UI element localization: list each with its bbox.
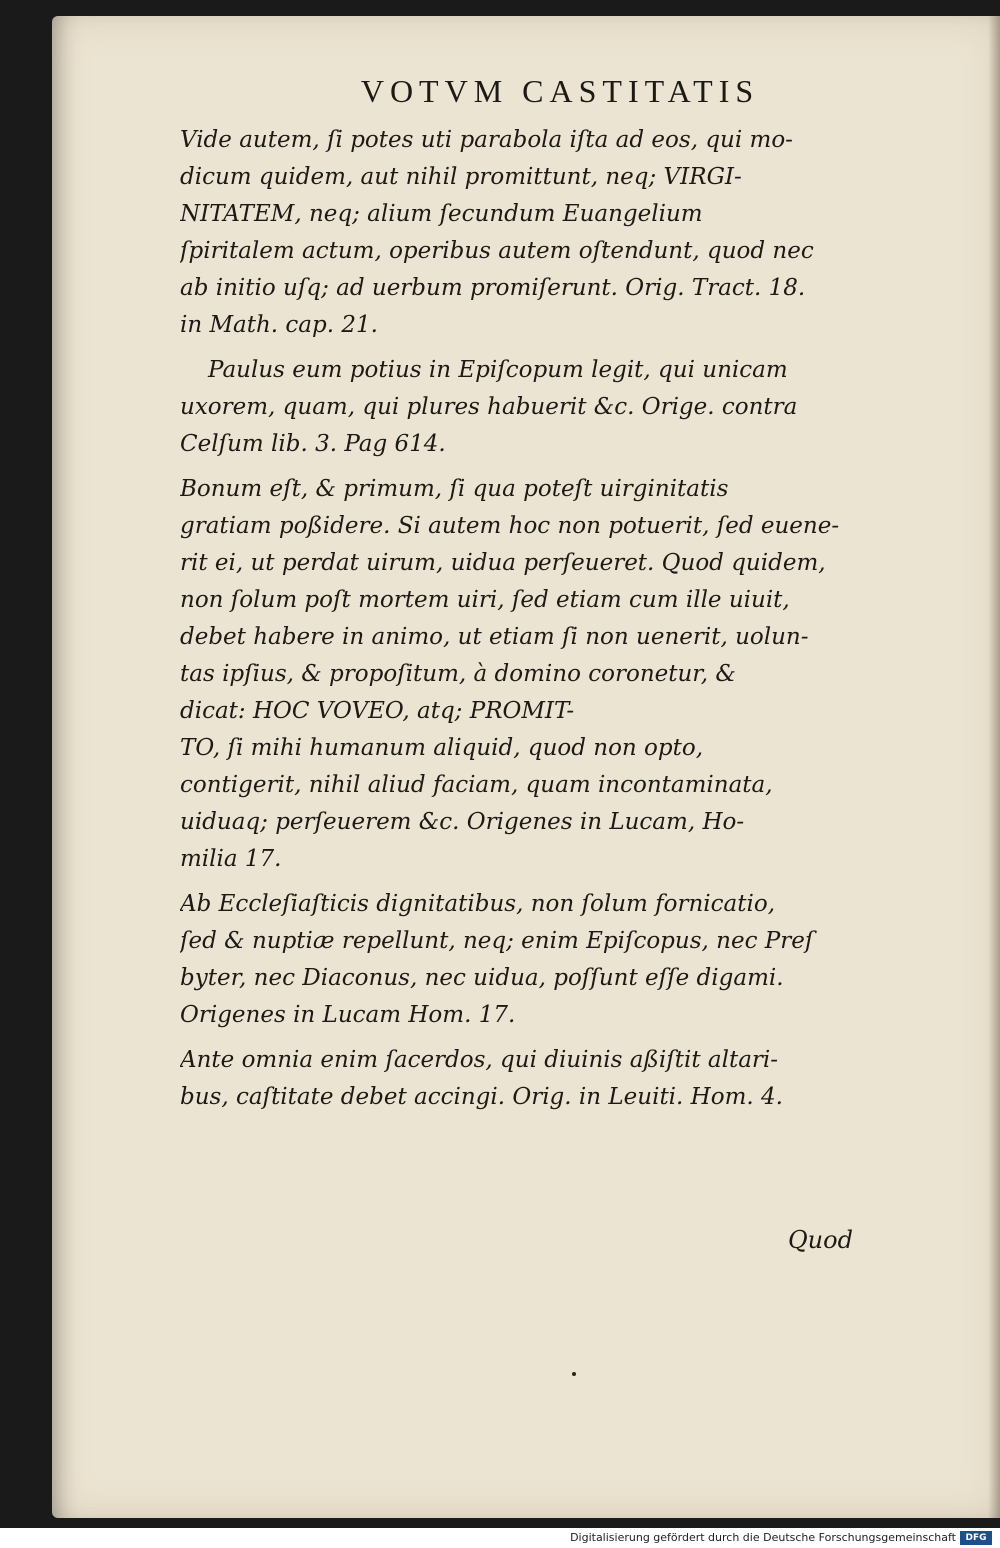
text-line: Paulus eum potius in Epiſcopum legit, qui unicam (208, 357, 788, 383)
text-line: milia 17. (180, 846, 282, 872)
paragraph-2 (180, 352, 880, 463)
text-line: tas ipſius, & propoſitum, à domino coronetur, & (180, 661, 736, 687)
text-line: dicat: HOC VOVEO, atq; PROMIT- (180, 698, 575, 724)
paragraph-4 (180, 886, 880, 1034)
text-line: byter, nec Diaconus, nec uidua, poſſunt eſſe digami. (180, 965, 784, 991)
text-line: Vide autem, ſi potes uti parabola iſta ad eos, qui mo- (180, 127, 793, 153)
text-line: gratiam poßidere. Si autem hoc non potuerit, ſed euene- (180, 513, 840, 539)
page-edge-shadow (988, 16, 1000, 1518)
page-text-block (180, 70, 880, 1124)
text-line: in Math. cap. 21. (180, 312, 378, 338)
text-line: Ab Eccleſiaſticis dignitatibus, non ſolum fornicatio, (180, 891, 776, 917)
funding-credit: Digitalisierung gefördert durch die Deutsche Forschungsgemeinschaft (570, 1531, 956, 1544)
text-line: debet habere in animo, ut etiam ſi non uenerit, uolun- (180, 624, 809, 650)
text-line: Bonum eſt, & primum, ſi qua poteſt uirginitatis (180, 476, 729, 502)
text-line: bus, caſtitate debet accingi. Orig. in Leuiti. Hom. 4. (180, 1084, 783, 1110)
dfg-logo: DFG (960, 1531, 992, 1545)
text-line: ab initio uſq; ad uerbum promiſerunt. Orig. Tract. 18. (180, 275, 806, 301)
text-line: uxorem, quam, qui plures habuerit &c. Orige. contra (180, 394, 798, 420)
footer-bar (0, 1528, 1000, 1548)
text-line: Ante omnia enim ſacerdos, qui diuinis aßiſtit altari- (180, 1047, 779, 1073)
text-line: contigerit, nihil aliud faciam, quam incontaminata, (180, 772, 773, 798)
text-line: rit ei, ut perdat uirum, uidua perſeueret. Quod quidem, (180, 550, 826, 576)
text-line: non ſolum poſt mortem uiri, ſed etiam cum ille uiuit, (180, 587, 790, 613)
catchword: Quod (788, 1226, 853, 1254)
paragraph-1 (180, 122, 880, 344)
text-line: TO, ſi mihi humanum aliquid, quod non opto, (180, 735, 704, 761)
paragraph-5 (180, 1042, 880, 1116)
text-line: Celſum lib. 3. Pag 614. (180, 431, 446, 457)
running-head: VOTVM CASTITATIS (360, 73, 760, 109)
ink-speck (572, 1372, 576, 1376)
text-line: ſpiritalem actum, operibus autem oſtendunt, quod nec (180, 238, 814, 264)
text-line: Origenes in Lucam Hom. 17. (180, 1002, 516, 1028)
text-line: uiduaq; perſeuerem &c. Origenes in Lucam, Ho- (180, 809, 745, 835)
text-line: NITATEM, neq; alium ſecundum Euangelium (180, 201, 703, 227)
text-line: dicum quidem, aut nihil promittunt, neq; VIRGI- (180, 164, 742, 190)
text-line: ſed & nuptiæ repellunt, neq; enim Epiſcopus, nec Preſ (180, 928, 814, 954)
paragraph-3 (180, 471, 880, 878)
